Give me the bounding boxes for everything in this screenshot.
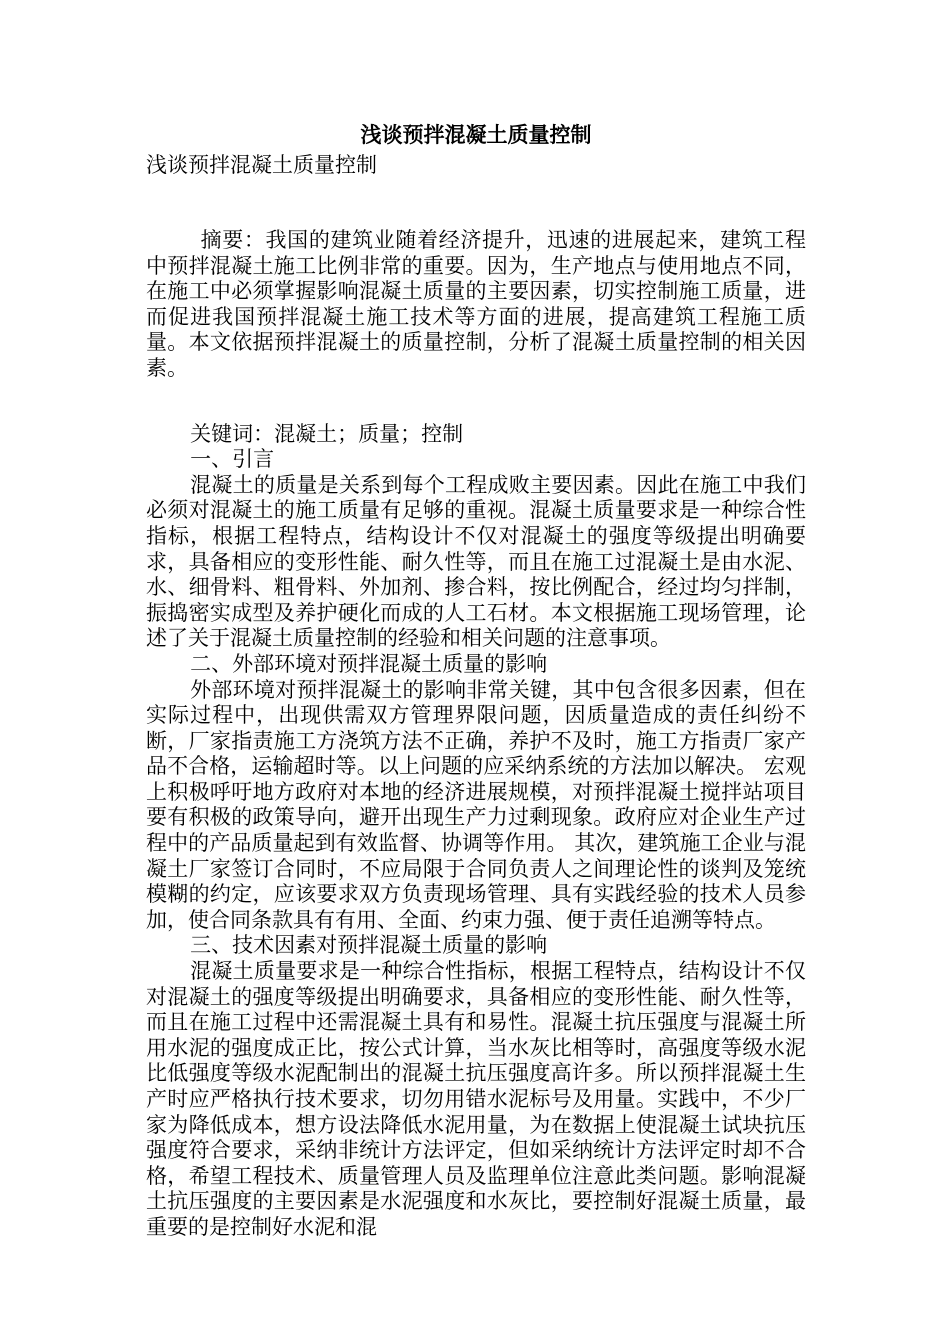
- document-page: [146, 120, 806, 1241]
- section-body-technical-factors: 混凝土质量要求是一种综合性指标，根据工程特点，结构设计不仅对混凝土的强度等级提出明确要求，具备相应的变形性能、耐久性等，而且在施工过程中还需混凝土具有和易性。混凝土抗压强度与混凝土所用水泥的强度成正比，按公式计算，当水灰比相等时，高强度等级水泥比低强度等级水泥配制出的混凝土抗压强度高许多。所以预拌混凝土生产时应严格执行技术要求，切勿用错水泥标号及用量。实践中，不少厂家为降低成本，想方设法降低水泥用量，为在数据上使混凝土试块抗压强度符合要求，采纳非统计方法评定，但如采纳统计方法评定时却不合格，希望工程技术、质量管理人员及监理单位注意此类问题。影响混凝土抗压强度的主要因素是水泥强度和水灰比，要控制好混凝土质量，最重要的是控制好水泥和混: [146, 959, 806, 1239]
- document-subtitle: 浅谈预拌混凝土质量控制: [146, 153, 377, 177]
- section-heading-technical-factors: 三、技术因素对预拌混凝土质量的影响: [190, 933, 548, 958]
- section-body-introduction: 混凝土的质量是关系到每个工程成败主要因素。因此在施工中我们必须对混凝土的施工质量有足够的重视。混凝土质量要求是一种综合性指标，根据工程特点，结构设计不仅对混凝土的强度等级提出明确要求，具备相应的变形性能、耐久性等，而且在施工过混凝土是由水泥、水、细骨料、粗骨料、外加剂、掺合料，按比例配合，经过均匀拌制，振捣密实成型及养护硬化而成的人工石材。本文根据施工现场管理，论述了关于混凝土质量控制的经验和相关问题的注意事项。: [146, 472, 806, 651]
- document-title: 浅谈预拌混凝土质量控制: [360, 122, 592, 147]
- section-body-external-environment: 外部环境对预拌混凝土的影响非常关键，其中包含很多因素，但在实际过程中，出现供需双方管理界限问题，因质量造成的责任纠纷不断，厂家指责施工方浇筑方法不正确，养护不及时，施工方指责厂家产品不合格，运输超时等。以上问题的应采纳系统的方法加以解决。 宏观上积极呼吁地方政府对本地的经济进展规模，对预拌混凝土搅拌站项目要有积极的政策导向，避开出现生产力过剩现象。政府应对企业生产过程中的产品质量起到有效监督、协调等作用。 其次，建筑施工企业与混凝土厂家签订合同时，不应局限于合同负责人之间理论性的谈判及笼统模糊的约定，应该要求双方负责现场管理、具有实践经验的技术人员参加，使合同条款具有有用、全面、约束力强、便于责任追溯等特点。: [146, 677, 806, 932]
- section-heading-external-environment: 二、外部环境对预拌混凝土质量的影响: [190, 651, 548, 676]
- keywords-line: 关键词：混凝土；质量；控制: [190, 421, 464, 446]
- section-heading-introduction: 一、引言: [190, 447, 275, 472]
- abstract-paragraph: 摘要：我国的建筑业随着经济提升，迅速的进展起来，建筑工程中预拌混凝土施工比例非常的重要。因为，生产地点与使用地点不同，在施工中必须掌握影响混凝土质量的主要因素，切实控制施工质量，进而促进我国预拌混凝土施工技术等方面的进展，提高建筑工程施工质量。本文依据预拌混凝土的质量控制，分析了混凝土质量控制的相关因素。: [146, 228, 806, 380]
